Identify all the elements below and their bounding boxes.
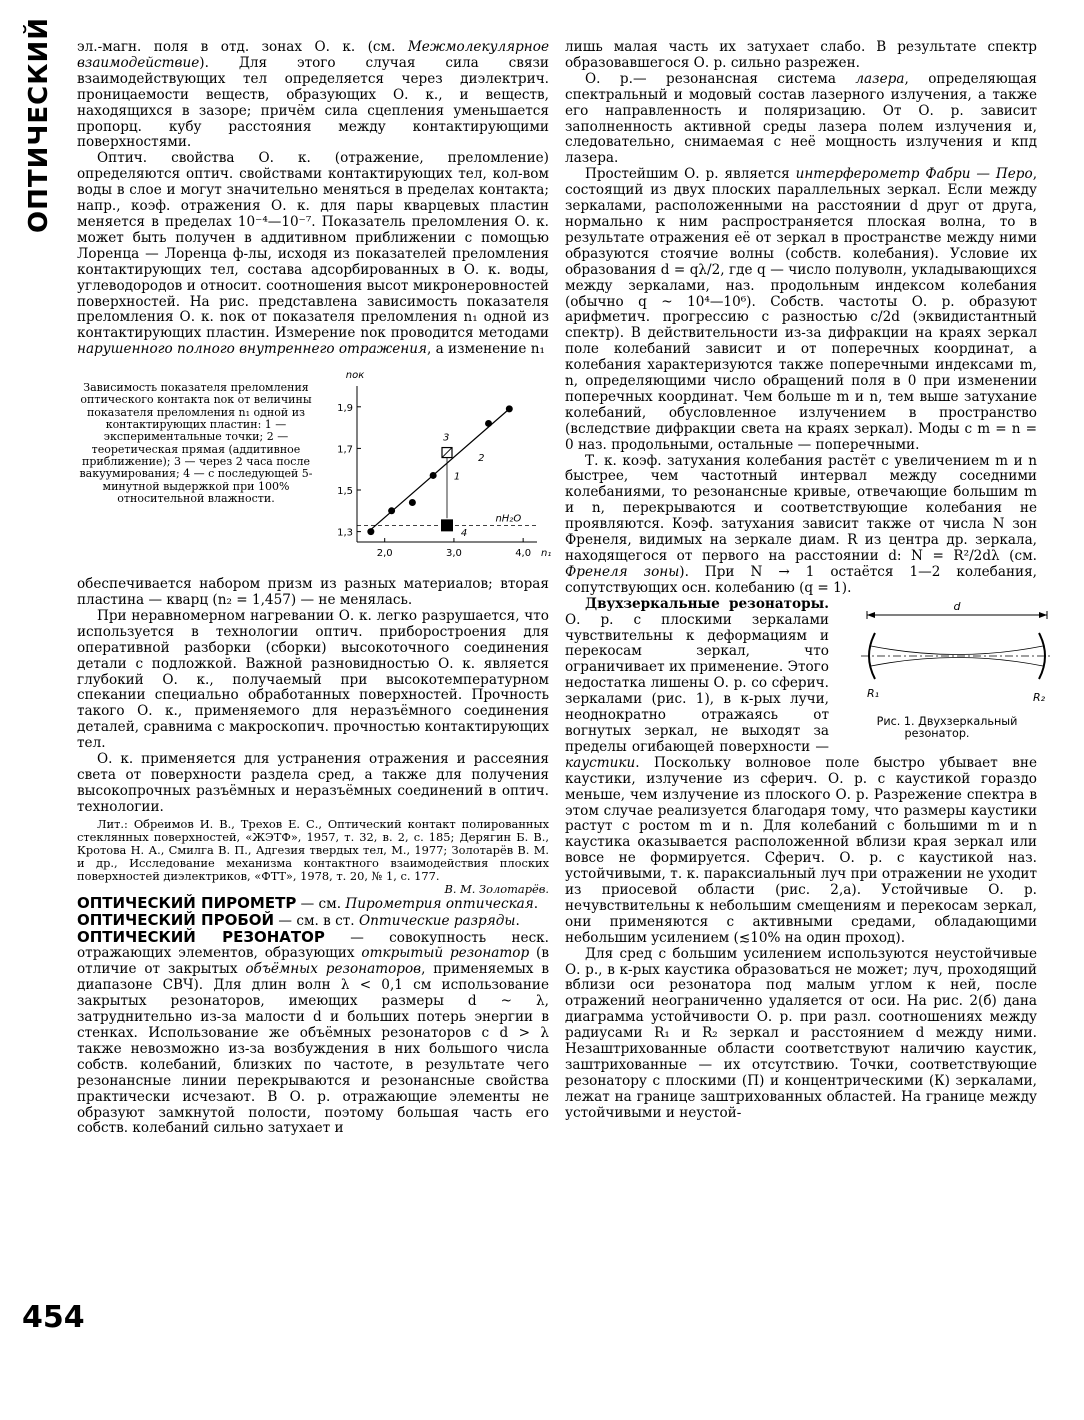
right-column xyxy=(565,39,1046,1375)
caustic-upper xyxy=(871,646,1043,655)
figure-caption: Рис. 1. Двухзеркальный резонатор. xyxy=(876,714,1018,740)
paragraph: О. р.— резонансная система лазера, определяющая спектральный и модовый состав лазерного излучения, а также его направленность и поляризацию. От О. р. зависит заполненность активной среды лазера полем излучения и, следовательно, снимаемая с неё мощность излучения и кпд лазера. xyxy=(565,70,1037,167)
paragraph: При неравномерном нагревании О. к. легко разрушается, что используется в технологии оптич. приборостроения для оперативной разборки (сборки) высокоточного соединения детали с подложкой. Важной разновидностью О. к. является глубокий О. к., получаемый при высокотемпературном спекании специально обработанных поверхностей. Прочность такого О. к., применяемого для неразъёмного соединения деталей, сравнима с макроскопич. прочностью контактирующих тел. xyxy=(77,607,549,752)
data-point xyxy=(409,499,416,506)
series-4-label: 4 xyxy=(460,527,468,539)
page-number: 454 xyxy=(22,1300,85,1335)
paragraph: Для сред с большим усилением используются неустойчивые О. р., в к-рых каустика образоваться не может; луч, проходящий вблизи оси резонатора под малым углом к ней, после отражений неограниченно удаляется от оси. На рис. 2(б) дана диаграмма устойчивости О. р. при разл. соотношениях между радиусами R₁ и R₂ зеркал и расстоянием d между ними. Незаштрихованные области соответствуют наличию каустик, заштрихованные — их отсутствию. Точки, соответствующие резонатору с плоскими (П) и концентрическими (К) зеркалами, лежат на границе заштрихованных областей. На границе между устойчивыми и неустой- xyxy=(565,945,1037,1121)
y-tick-label: 1,3 xyxy=(337,527,353,539)
paragraph: Оптич. свойства О. к. (отражение, преломление) определяются оптич. свойствами контактирующих тел, кол-вом воды в слое и могут значительно меняться в пределах контакта; напр., коэф. отражения О. к. для пары кварцевых пластин меняется в пределах 10⁻⁴—10⁻⁷. Показатель преломления О. к. может быть получен в аддитивном приближении с помощью Лоренца — Лоренца ф-лы, исходя из показателей преломления контактирующих тел, состава адсорбированных в О. к. воды, углеводородов и относит. соотношения высот микронеровностей поверхностей. На рис. представлена зависимость показателя преломления О. к. nок от показателя преломления n₁ одной из контактирующих пластин. Измерение nок проводится методами нарушенного полного внутреннего отражения, а изменение n₁ xyxy=(77,150,549,358)
water-reference-label: nH₂O xyxy=(495,513,522,525)
y-axis-label: nок xyxy=(345,370,365,382)
data-point xyxy=(388,507,395,514)
x-tick-label: 4,0 xyxy=(515,548,532,560)
paragraph: О. к. применяется для устранения отражения и рассеяния света от поверхности раздела сред, а также для получения высокопрочных разъёмных и неразъёмных соединений в оптич. технологии. xyxy=(77,751,549,815)
data-point xyxy=(506,406,513,413)
paragraph: Т. к. коэф. затухания колебания растёт с увеличением m и n быстрее, чем частотный интервал между соседними колебаниями, то резонансные кривые, отвечающие большим m и n, перекрываются и соответствующие колебания не проявляются. Коэф. затухания зависит также от числа N зон Френеля, видимых на зеркале диам. R из центра др. зеркала, находящегося от первого на расстоянии d: N = R²/2dλ (см. Френеля зоны). При N → 1 остаётся 1—2 колебания, сопутствующих осн. колебанию (q = 1). xyxy=(565,452,1037,596)
data-point-humidity xyxy=(441,519,453,531)
entry-optical-pyrometer: ОПТИЧЕСКИЙ ПИРОМЕТР — см. Пирометрия оптическая. xyxy=(77,893,539,912)
y-tick-label: 1,7 xyxy=(337,444,353,456)
left-column xyxy=(77,39,552,1375)
label-d: d xyxy=(953,599,961,613)
series-1-label: 1 xyxy=(453,471,461,483)
arrow-right xyxy=(1039,612,1047,618)
entry-optical-resonator: ОПТИЧЕСКИЙ РЕЗОНАТОР — совокупность неск. отражающих элементов, образующих открытый резонатор (в отличие от закрытых объёмных резонаторов, применяемых в диапазоне СВЧ). Для длин волн λ < 0,1 см использование закрытых резонаторов, имеющих размеры d ~ λ, затруднительно из-за малости d и больших потерь энергии в стенках. Использование же объёмных резонаторов с d > λ также невозможно из-за возбуждения в них большого числа собств. колебаний, близких по частоте, в результате чего резонансные линии перекрываются и резонансные свойства практически исчезают. В О. р. отражающие элементы не образуют замкнутой полости, поэтому большая часть его собств. колебаний сильно затухает и xyxy=(77,927,549,1137)
figure-two-mirror-resonator xyxy=(837,599,1046,741)
entry-optical-breakdown: ОПТИЧЕСКИЙ ПРОБОЙ — см. в ст. Оптические разряды. xyxy=(77,910,520,929)
paragraph: лишь малая часть их затухает слабо. В результате спектр образовавшегося О. р. сильно разрежен. xyxy=(565,39,1037,71)
resonator-diagram xyxy=(857,601,1057,711)
paragraph: d R₁ R₂ Рис. 1. Двухзеркальный резонатор. Двухзеркальные резонаторы. О. р. с плоскими зеркалами чувствительны к деформациям и перекосам зеркал, что ограничивает их применение. Этого недостатка лишены О. р. со сферич. зеркалами (рис. 1), в к-рых лучи, неоднократно отражаясь от вогнутых зеркал, не выходят за пределы огибающей поверхности — каустики. Поскольку волновое поле быстро убывает вне каустики, излучение из сферич. О. р. с каустикой гораздо меньше, чем излучение из плоского О. р. Разрежение спектра в этом случае реализуется благодаря тому, что размеры каустики растут с ростом m и n. Для колебаний с большими m и n каустика оказывается расположенной вблизи края зеркал или вовсе не формируется. Сферич. О. р. с каустикой наз. устойчивыми, т. к. параксиальный луч при отражении не уходит из приосевой области (рис. 2,а). Устойчивые О. р. нечувствительны к небольшим смещениям и перекосам зеркал, они применяются с активными средами, обладающими небольшим усилением (≲10% на один проход). xyxy=(565,597,1037,947)
x-axis-label: n₁ xyxy=(541,548,552,560)
paragraph: эл.-магн. поля в отд. зонах О. к. (см. Межмолекулярное взаимодействие). Для этого случая сила связи взаимодействующих тел определяется через диэлектрич. проницаемости веществ, образующих О. к., и веществ, находящихся в зазоре; причём сила сцепления уменьшается пропорц. кубу расстояния между контактирующими поверхностями. xyxy=(77,39,549,151)
x-tick-label: 2,0 xyxy=(376,548,393,560)
running-title: ОПТИЧЕСКИЙ xyxy=(24,17,54,233)
data-point xyxy=(430,472,437,479)
caustic-lower xyxy=(871,657,1043,666)
arrow-left xyxy=(867,612,875,618)
y-tick-label: 1,9 xyxy=(337,402,353,414)
label-r1: R₁ xyxy=(867,686,880,700)
data-point xyxy=(485,420,492,427)
theory-line-label: 2 xyxy=(478,453,485,465)
literature-references: Лит.: Обреимов И. В., Трехов Е. С., Оптический контакт полированных стеклянных поверхностей, «ЖЭТФ», 1957, т. 32, в. 2, с. 185; Дерягин Б. В., Кротова Н. А., Смилга В. П., Адгезия твердых тел, М., 1977; Золотарёв В. М. и др., Исследование механизма контактного взаимодействия плоских поверхностей диэлектриков, «ФТТ», 1978, т. 20, № 1, с. 177. В. М. Золотарёв. xyxy=(77,816,549,896)
x-tick-label: 3,0 xyxy=(445,548,462,560)
series-3-label: 3 xyxy=(443,432,450,444)
y-tick-label: 1,5 xyxy=(337,486,353,498)
figure-caption: Зависимость показателя преломления оптического контакта nок от величины показателя преломления n₁ одной из контактирующих пластин: 1 — экспериментальные точки; 2 — теоретическая прямая (аддитивное приближение); 3 — через 2 часа после вакуумирования; 4 — с последующей 5-минутной выдержкой при 100% относительной влажности. xyxy=(79,381,313,505)
label-r2: R₂ xyxy=(1033,690,1046,704)
data-point xyxy=(367,528,374,535)
paragraph: обеспечивается набором призм из разных материалов; вторая пластина — кварц (n₂ = 1,457) — не менялась. xyxy=(77,576,549,609)
paragraph: Простейшим О. р. является интерферометр Фабри — Перо, состоящий из двух плоских параллельных зеркал. Если между зеркалами, расположенными на расстоянии d друг от друга, нормально к ним распространяется плоская волна, то в результате отражения её от зеркал в пространстве между ними образуются стоячие волны (собств. колебания). Условие их образования d = qλ/2, где q — число полуволн, укладывающихся между зеркалами, наз. продольным индексом колебания (обычно q ~ 10⁴—10⁶). Собств. частоты О. р. образуют арифметич. прогрессию с разностью c/2d (эквидистантный спектр). В действительности из-за дифракции на краях зеркал поле колебаний зависит и от поперечных координат, а колебания характеризуются также поперечными индексами m, n, определяющими число обращений поля в 0 при изменении поперечных координат. Чем больше m и n, тем выше затухание колебаний, обусловленное излучением в пространство (вследствие дифракции света на краях зеркал). Моды с m = n = 0 наз. продольными, остальные — поперечными. xyxy=(565,166,1038,453)
figure-refractive-index xyxy=(77,364,552,569)
refractive-index-chart xyxy=(315,364,552,569)
